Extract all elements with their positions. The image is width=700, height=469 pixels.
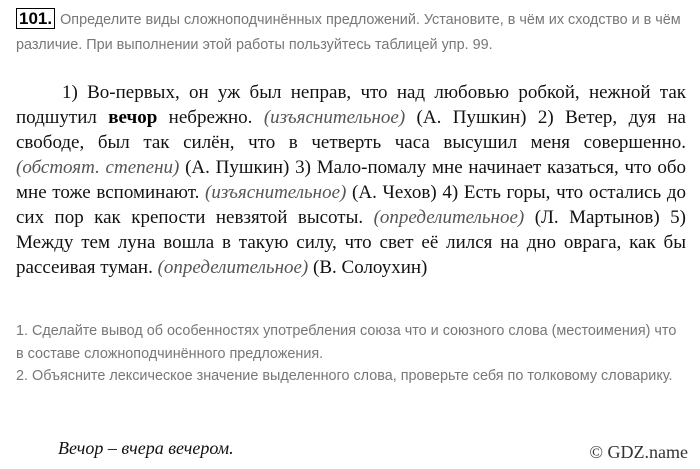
sentence-5-text: 5) Между тем луна вошла в такую силу, что свет её лился на дно оврага, как бы рассеивая туман. <box>16 207 686 278</box>
exercise-instruction: Определите виды сложноподчинённых предложений. Установите, в чём их сходство и в чём различие. При выполнении этой работы пользуйтесь таблицей упр. 99. <box>16 12 681 53</box>
exercise-text <box>16 80 686 280</box>
sentence-4-author: (Л. Мартынов) <box>524 207 671 228</box>
sentence-4-type: (определительное) <box>373 207 525 228</box>
highlighted-word: вечор <box>108 107 158 128</box>
answer-note: Вечор – вчера вечером. <box>58 438 234 458</box>
sentence-1-text: 1) Во-первых, он уж был неправ, что над любовью робкой, нежной так подшутил <box>16 82 686 128</box>
sentence-1-type: (изъяснительное) <box>263 107 406 128</box>
task-2: 2. Объясните лексическое значение выделенного слова, проверьте себя по толковому словарику. <box>16 368 673 384</box>
sentence-3-text: 3) Мало-помалу мне начинает казаться, что обо мне тоже вспоминают. <box>16 157 686 203</box>
task-1: 1. Сделайте вывод об особенностях употребления союза что и союзного слова (местоимения) что в составе сложноподчинённого предложения. <box>16 323 677 362</box>
watermark: © GDZ.name <box>589 442 688 462</box>
sentence-2-type: (обстоят. степени) <box>16 157 180 178</box>
sentence-3-author: (А. Чехов) <box>346 182 443 203</box>
sentence-1-author: (А. Пушкин) <box>405 107 538 128</box>
sentence-5-author: (В. Солоухин) <box>308 257 428 278</box>
sentence-2-author: (А. Пушкин) <box>179 157 296 178</box>
exercise-number: 101. <box>16 8 55 29</box>
sentence-5-type: (определительное) <box>157 257 309 278</box>
exercise-header <box>16 8 686 58</box>
tasks-block <box>16 320 686 388</box>
sentence-3-type: (изъяснительное) <box>205 182 347 203</box>
sentences-paragraph <box>16 80 686 280</box>
sentence-2-text: 2) Ветер, дуя на свободе, был так силён, что в четверть часа высушил меня совершенно. <box>16 107 686 153</box>
sentence-4-text: 4) Есть горы, что остались до сих пор как крепости невзятой высоты. <box>16 182 687 228</box>
sentence-1-end: небрежно. <box>157 107 264 128</box>
